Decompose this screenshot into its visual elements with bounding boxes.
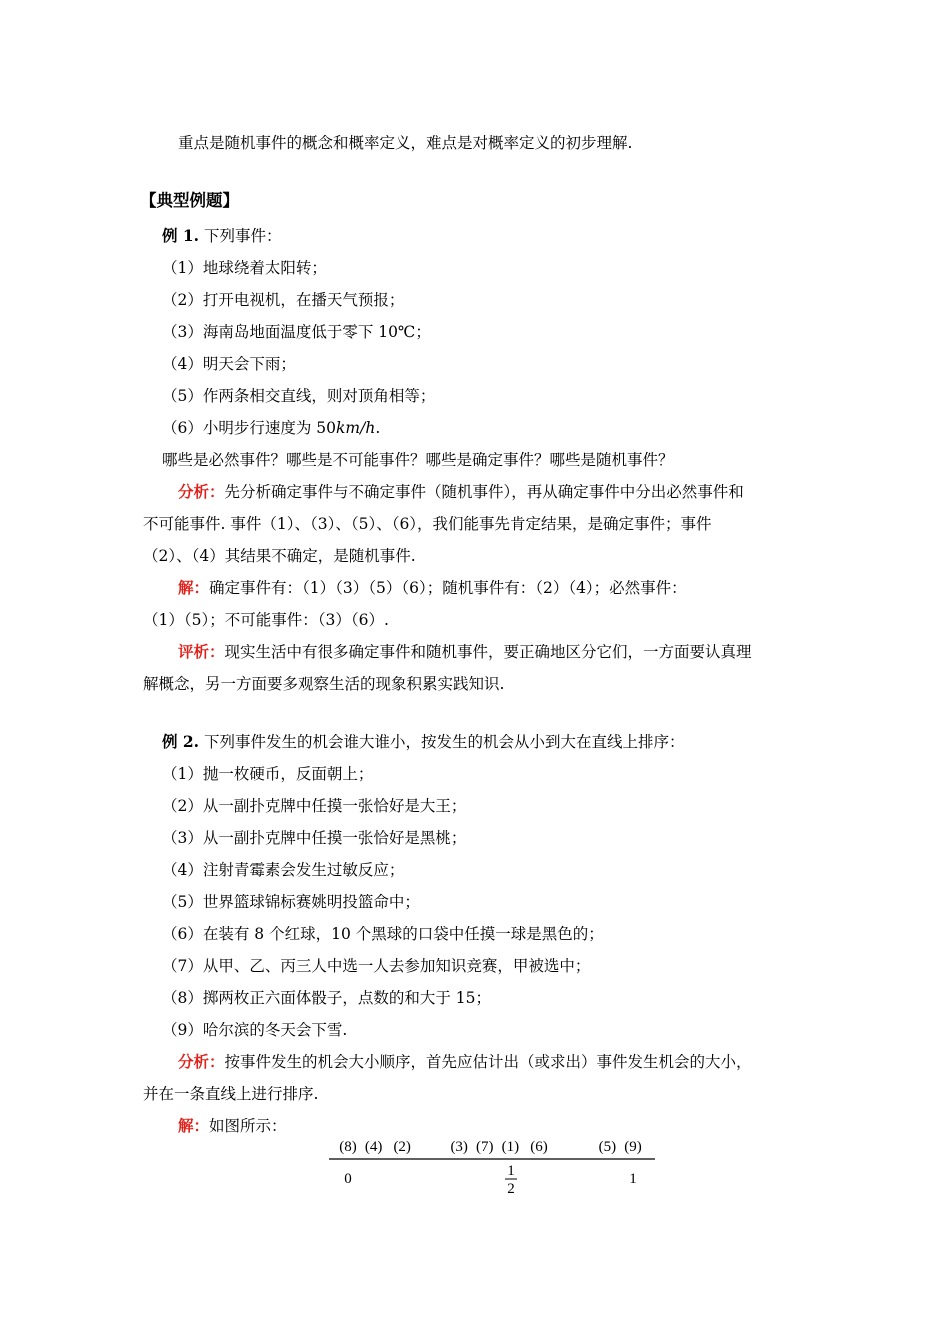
example-2-item-1: （1）抛一枚硬币，反面朝上；	[162, 765, 374, 783]
example-1-item-6-prefix: （6）小明步行速度为 50	[162, 419, 337, 437]
example-1-analysis	[178, 481, 744, 503]
analysis-label: 分析：	[178, 482, 225, 501]
example-1-prompt: 下列事件：	[199, 227, 282, 245]
analysis-2-line-1: 按事件发生的机会大小顺序，首先应估计出（或求出）事件发生机会的大小，	[224, 1053, 752, 1071]
event-label: (5)	[598, 1139, 617, 1155]
event-label: (8)	[339, 1139, 357, 1155]
event-label: (9)	[624, 1139, 642, 1155]
example-1-item-6	[162, 417, 380, 439]
example-1-label: 例 1.	[162, 226, 200, 245]
event-label: (4)	[364, 1139, 383, 1155]
example-2-item-3: （3）从一副扑克牌中任摸一张恰好是黑桃；	[162, 829, 467, 847]
solution-line-1: 确定事件有：（1）（3）（5）（6）；随机事件有：（2）（4）；必然事件：	[209, 579, 687, 597]
example-2-item-5: （5）世界篮球锦标赛姚明投篮命中；	[162, 893, 420, 911]
example-1-item-4: （4）明天会下雨；	[162, 355, 296, 373]
analysis-2-line-2: 并在一条直线上进行排序.	[143, 1085, 319, 1103]
comment-line-1: 现实生活中有很多确定事件和随机事件，要正确地区分它们，一方面要认真理	[224, 643, 752, 661]
section-title: 【典型例题】	[140, 191, 239, 210]
comment-label: 评析：	[178, 642, 225, 661]
intro-text: 重点是随机事件的概念和概率定义，难点是对概率定义的初步理解.	[178, 134, 633, 152]
event-label: (2)	[393, 1139, 411, 1155]
example-2-item-8: （8）掷两枚正六面体骰子，点数的和大于 15；	[162, 989, 492, 1007]
event-label: (6)	[530, 1139, 548, 1155]
analysis-line-3: （2）、（4）其结果不确定，是随机事件.	[143, 547, 416, 565]
tick-label-half-numerator: 1	[507, 1163, 515, 1179]
example-1-item-1: （1）地球绕着太阳转；	[162, 259, 327, 277]
comment-line-2: 解概念，另一方面要多观察生活的现象积累实践知识.	[143, 675, 505, 693]
example-2-item-2: （2）从一副扑克牌中任摸一张恰好是大王；	[162, 797, 467, 815]
event-label: (3)	[450, 1139, 468, 1155]
event-labels	[339, 1139, 642, 1155]
example-2-solution	[178, 1115, 287, 1137]
example-2-item-7: （7）从甲、乙、丙三人中选一人去参加知识竞赛，甲被选中；	[162, 957, 591, 975]
example-1-question: 哪些是必然事件？哪些是不可能事件？哪些是确定事件？哪些是随机事件？	[162, 451, 674, 469]
example-1-solution	[178, 577, 687, 599]
solution-2-label: 解：	[178, 1116, 210, 1135]
example-2-analysis	[178, 1051, 752, 1073]
example-1-title	[162, 225, 282, 247]
analysis-line-2: 不可能事件. 事件（1）、（3）、（5）、（6），我们能事先肯定结果，是确定事件；事件	[143, 515, 712, 533]
example-2-item-6: （6）在装有 8 个红球，10 个黑球的口袋中任摸一球是黑色的；	[162, 925, 604, 943]
tick-label-one: 1	[629, 1171, 637, 1187]
example-1-item-5: （5）作两条相交直线，则对顶角相等；	[162, 387, 436, 405]
example-1-item-2: （2）打开电视机，在播天气预报；	[162, 291, 405, 309]
example-1-comment	[178, 641, 752, 663]
tick-label-zero: 0	[344, 1171, 352, 1187]
example-2-item-9: （9）哈尔滨的冬天会下雪.	[162, 1021, 348, 1039]
solution-2-text: 如图所示：	[209, 1117, 287, 1135]
example-1-item-6-unit: km/h	[336, 419, 376, 437]
example-2-prompt: 下列事件发生的机会谁大谁小，按发生的机会从小到大在直线上排序：	[199, 733, 685, 751]
example-2-item-4: （4）注射青霉素会发生过敏反应；	[162, 861, 405, 879]
probability-number-line	[325, 1133, 665, 1199]
analysis-2-label: 分析：	[178, 1052, 225, 1071]
tick-label-half-denominator: 2	[507, 1181, 515, 1197]
example-2-title	[162, 731, 685, 753]
analysis-line-1: 先分析确定事件与不确定事件（随机事件），再从确定事件中分出必然事件和	[224, 483, 744, 501]
event-label: (7)	[476, 1139, 494, 1155]
example-1-item-3: （3）海南岛地面温度低于零下 10℃；	[162, 323, 431, 341]
solution-label: 解：	[178, 578, 210, 597]
example-2-label: 例 2.	[162, 732, 200, 751]
solution-line-2: （1）（5）；不可能事件：（3）（6）.	[143, 611, 389, 629]
event-label: (1)	[501, 1139, 520, 1155]
example-1-item-6-suffix: .	[375, 419, 381, 437]
